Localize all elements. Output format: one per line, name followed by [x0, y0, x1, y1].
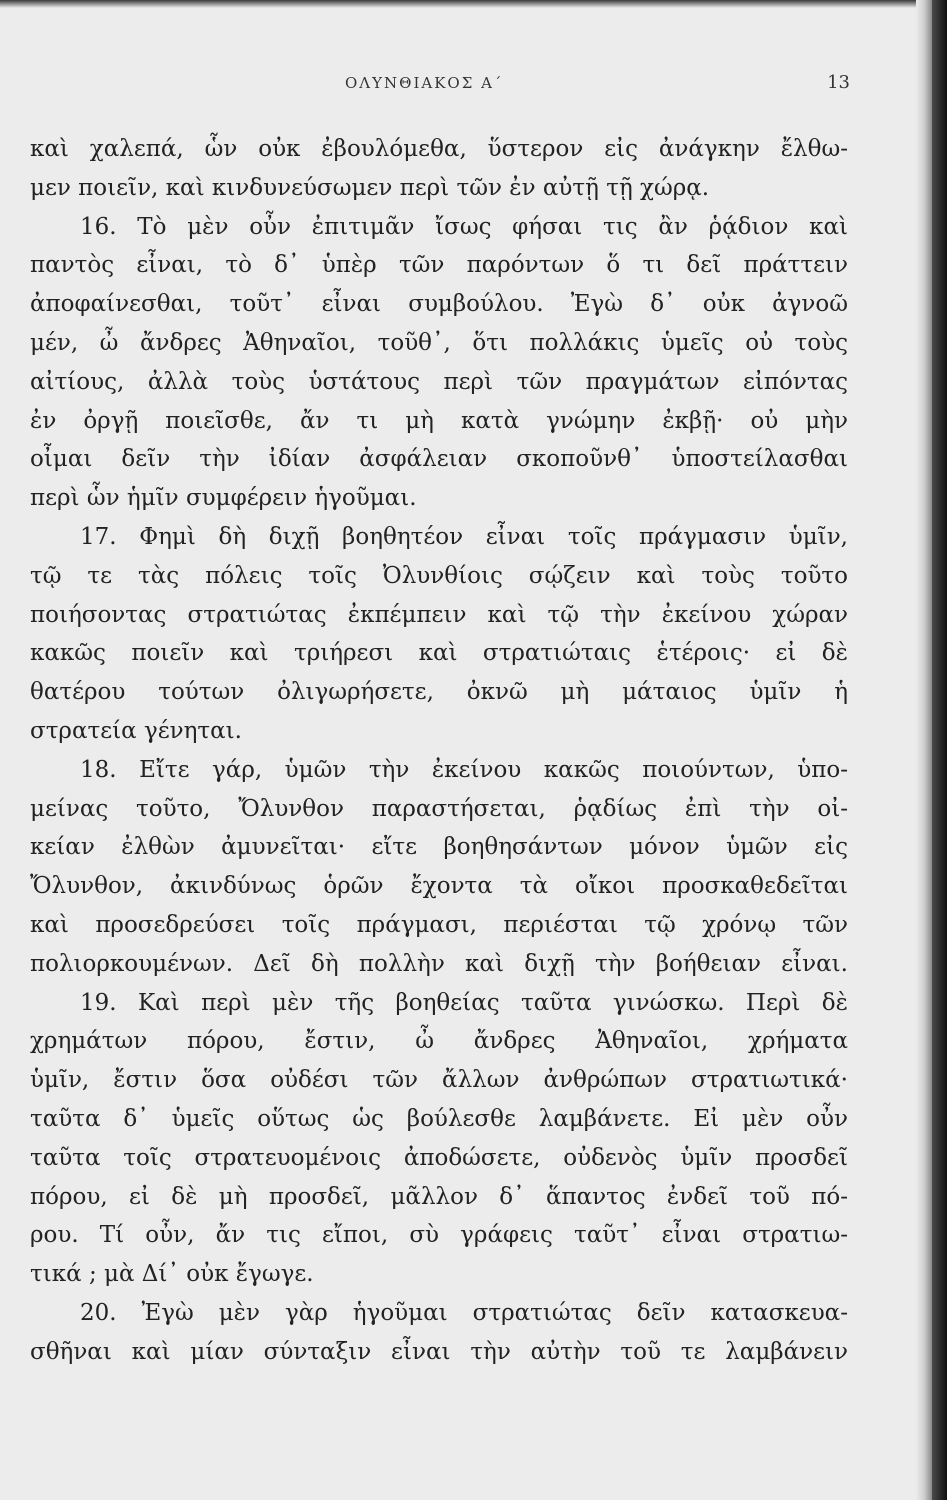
text-line: πόρου, εἰ δὲ μὴ προσδεῖ, μᾶλλον δ᾿ ἅπαντος ἐνδεῖ τοῦ πό-	[30, 1183, 848, 1210]
text-line: τικά ; μὰ Δί᾿ οὐκ ἔγωγε.	[30, 1261, 314, 1288]
running-title: ΟΛΥΝΘΙΑΚΟΣ Α΄	[345, 74, 504, 92]
page-right-edge	[916, 0, 932, 1500]
text-line: ταῦτα δ᾿ ὑμεῖς οὕτως ὡς βούλεσθε λαμβάνετε. Εἰ μὲν οὖν	[30, 1105, 848, 1132]
text-line: περὶ ὧν ἡμῖν συμφέρειν ἡγοῦμαι.	[30, 485, 417, 512]
paragraph-20-start: 20. Ἐγὼ μὲν γὰρ ἡγοῦμαι στρατιώτας δεῖν κατασκευα-	[80, 1299, 848, 1326]
text-line: Ὄλυνθον, ἀκινδύνως ὁρῶν ἔχοντα τὰ οἴκοι προσκαθεδεῖται	[30, 873, 848, 900]
text-line: σθῆναι καὶ μίαν σύνταξιν εἶναι τὴν αὐτὴν τοῦ τε λαμβάνειν	[30, 1338, 848, 1365]
text-line: μεν ποιεῖν, καὶ κινδυνεύσωμεν περὶ τῶν ἐν αὐτῇ τῇ χώρᾳ.	[30, 174, 710, 201]
paragraph-17-start: 17. Φημὶ δὴ διχῇ βοηθητέον εἶναι τοῖς πράγμασιν ὑμῖν,	[80, 523, 848, 550]
text-line: ὑμῖν, ἔστιν ὅσα οὐδέσι τῶν ἄλλων ἀνθρώπων στρατιωτικά·	[30, 1067, 848, 1094]
text-line: αἰτίους, ἀλλὰ τοὺς ὑστάτους περὶ τῶν πραγμάτων εἰπόντας	[30, 368, 848, 395]
text-line: χρημάτων πόρου, ἔστιν, ὦ ἄνδρες Ἀθηναῖοι, χρήματα	[30, 1028, 848, 1055]
text-line: καὶ προσεδρεύσει τοῖς πράγμασι, περιέσται τῷ χρόνῳ τῶν	[30, 911, 848, 938]
text-line: πολιορκουμένων. Δεῖ δὴ πολλὴν καὶ διχῇ τὴν βοήθειαν εἶναι.	[30, 950, 848, 977]
text-line: θατέρου τούτων ὀλιγωρήσετε, ὀκνῶ μὴ μάταιος ὑμῖν ἡ	[30, 679, 848, 706]
page-number: 13	[827, 72, 850, 93]
text-line: τῷ τε τὰς πόλεις τοῖς Ὀλυνθίοις σῴζειν καὶ τοὺς τοῦτο	[30, 562, 848, 589]
text-line: παντὸς εἶναι, τὸ δ᾿ ὑπὲρ τῶν παρόντων ὅ τι δεῖ πράττειν	[30, 252, 848, 279]
text-line: μέν, ὦ ἄνδρες Ἀθηναῖοι, τοῦθ᾿, ὅτι πολλάκις ὑμεῖς οὐ τοὺς	[30, 329, 848, 356]
paragraph-18-start: 18. Εἴτε γάρ, ὑμῶν τὴν ἐκείνου κακῶς ποιούντων, ὑπο-	[80, 756, 848, 783]
binding-shadow	[932, 0, 947, 1500]
text-line: ἐν ὀργῇ ποιεῖσθε, ἄν τι μὴ κατὰ γνώμην ἐκβῇ· οὐ μὴν	[30, 407, 848, 434]
text-line: κακῶς ποιεῖν καὶ τριήρεσι καὶ στρατιώταις ἑτέροις· εἰ δὲ	[30, 640, 848, 667]
text-line: κείαν ἐλθὼν ἀμυνεῖται· εἴτε βοηθησάντων μόνον ὑμῶν εἰς	[30, 834, 848, 861]
text-line: ποιήσοντας στρατιώτας ἐκπέμπειν καὶ τῷ τὴν ἐκείνου χώραν	[30, 601, 848, 628]
paragraph-19-start: 19. Καὶ περὶ μὲν τῆς βοηθείας ταῦτα γινώσκω. Περὶ δὲ	[80, 989, 848, 1016]
page-top-edge	[0, 0, 932, 8]
paragraph-16-start: 16. Τὸ μὲν οὖν ἐπιτιμᾶν ἴσως φήσαι τις ἂν ῥᾴδιον καὶ	[80, 213, 848, 240]
text-line: μείνας τοῦτο, Ὄλυνθον παραστήσεται, ῥᾳδίως ἐπὶ τὴν οἰ-	[30, 795, 848, 822]
text-line: καὶ χαλεπά, ὧν οὐκ ἐβουλόμεθα, ὕστερον εἰς ἀνάγκην ἔλθω-	[30, 136, 848, 162]
text-line: ἀποφαίνεσθαι, τοῦτ᾿ εἶναι συμβούλου. Ἐγὼ δ᾿ οὐκ ἀγνοῶ	[30, 291, 848, 318]
text-line: στρατεία γένηται.	[30, 717, 242, 744]
text-line: ρου. Τί οὖν, ἄν τις εἴποι, σὺ γράφεις ταῦτ᾿ εἶναι στρατιω-	[30, 1222, 848, 1249]
text-line: ταῦτα τοῖς στρατευομένοις ἀποδώσετε, οὐδενὸς ὑμῖν προσδεῖ	[30, 1144, 848, 1171]
text-line: οἶμαι δεῖν τὴν ἰδίαν ἀσφάλειαν σκοποῦνθ᾿ ὑποστείλασθαι	[30, 446, 848, 473]
body-text	[30, 130, 848, 1372]
page-header	[30, 70, 850, 100]
